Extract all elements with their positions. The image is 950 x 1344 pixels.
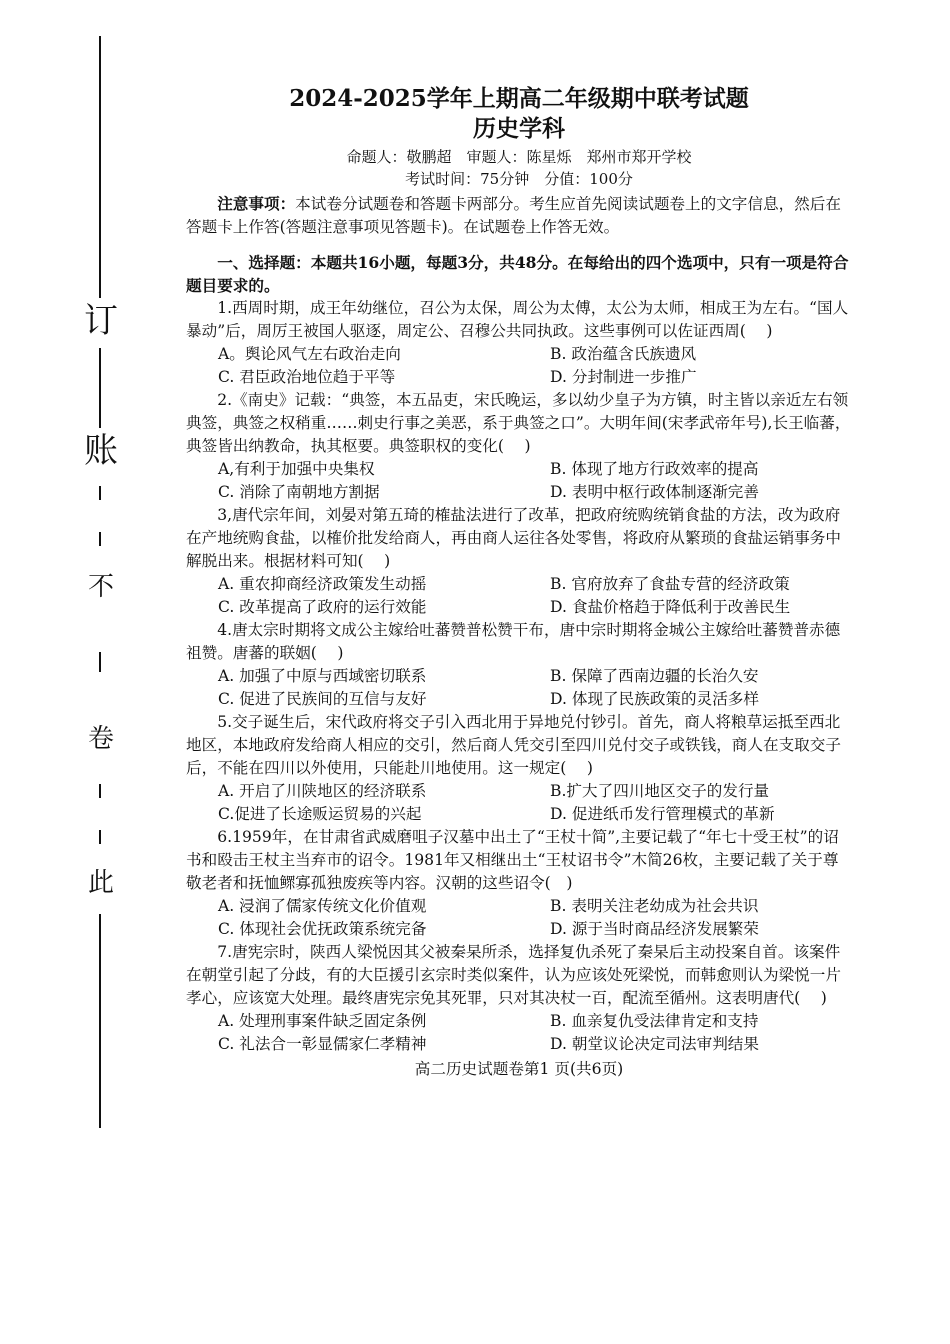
page-footer: 高二历史试题卷第1 页(共6页) bbox=[414, 1060, 624, 1078]
question-stem: 6.1959年，在甘肃省武威磨咀子汉墓中出土了“王杖十简”,主要记载了“年七十受王杖”的诏书和殴击王杖主当弃市的诏令。1981年又相继出土“王杖诏书令”木简26枚，主要记载了关于尊敬老者和抚恤鳏寡孤独废疾等内容。汉朝的这些诏令( ) bbox=[186, 828, 839, 892]
option-d: D. 分封制进一步推广 bbox=[550, 368, 697, 386]
option-a: A. 浸润了儒家传统文化价值观 bbox=[218, 897, 427, 915]
exam-authors: 命题人：敬鹏超 审题人：陈星烁 郑州市郑开学校 bbox=[346, 148, 692, 166]
option-a: A. 加强了中原与西域密切联系 bbox=[218, 667, 427, 685]
notice-text: 本试卷分试题卷和答题卡两部分。考生应首先阅读试题卷上的文字信息，然后在答题卡上作答(答题注意事项见答题卡)。在试题卷上作答无效。 bbox=[186, 195, 841, 236]
binding-char-zhang: 账 bbox=[84, 431, 118, 471]
option-d: D. 源于当时商品经济发展繁荣 bbox=[550, 920, 759, 938]
binding-char-bu: 不 bbox=[87, 572, 114, 602]
notice-label: 注意事项： bbox=[217, 194, 296, 213]
option-d: D. 食盐价格趋于降低利于改善民生 bbox=[550, 598, 791, 616]
option-a: A. 开启了川陕地区的经济联系 bbox=[218, 782, 427, 800]
binding-char-ding: 订 bbox=[84, 301, 118, 341]
question-options bbox=[186, 780, 852, 826]
binding-dash bbox=[99, 784, 101, 798]
option-c: C. 促进了民族间的互信与友好 bbox=[218, 690, 427, 708]
exam-subject: 历史学科 bbox=[473, 115, 565, 142]
exam-title: 2024-2025学年上期高二年级期中联考试题 bbox=[289, 85, 749, 112]
question-stem: 2.《南史》记载：“典签，本五品吏，宋氏晚运，多以幼少皇子为方镇，时主皆以亲近左右领典签，典签之权稍重……刺史行事之美恶，系于典签之口”。大明年间(宋孝武帝年号),长王临蕃，典签皆出纳教命，执其枢要。典签职权的变化( ) bbox=[186, 391, 851, 455]
option-a: A. 处理刑事案件缺乏固定条例 bbox=[218, 1012, 427, 1030]
option-b: B. 体现了地方行政效率的提高 bbox=[550, 460, 759, 478]
question-stem: 4.唐太宗时期将文成公主嫁给吐蕃赞普松赞干布，唐中宗时期将金城公主嫁给吐蕃赞普赤德祖赞。唐蕃的联姻( ) bbox=[186, 621, 841, 662]
question-5 bbox=[186, 711, 852, 826]
option-a: A,有利于加强中央集权 bbox=[218, 460, 375, 478]
binding-dash bbox=[99, 652, 101, 672]
option-d: D. 朝堂议论决定司法审判结果 bbox=[550, 1035, 759, 1053]
question-stem: 7.唐宪宗时，陕西人梁悦因其父被秦杲所杀，选择复仇杀死了秦杲后主动投案自首。该案件在朝堂引起了分歧，有的大臣援引玄宗时类似案件，认为应该处死梁悦，而韩愈则认为梁悦一片孝心，应该宽大处理。最终唐宪宗免其死罪，只对其决杖一百，配流至循州。这表明唐代( ) bbox=[186, 943, 841, 1007]
option-c: C. 体现社会优抚政策系统完备 bbox=[218, 920, 427, 938]
question-stem: 5.交子诞生后，宋代政府将交子引入西北用于异地兑付钞引。首先，商人将粮草运抵至西北地区，本地政府发给商人相应的交引，然后商人凭交引至四川兑付交子或铁钱，商人在支取交子后，不能在四川以外使用，只能赴川地使用。这一规定( ) bbox=[186, 713, 841, 777]
question-7 bbox=[186, 941, 852, 1056]
binding-char-juan: 卷 bbox=[87, 724, 114, 754]
option-d: D. 体现了民族政策的灵活多样 bbox=[550, 690, 759, 708]
binding-char-ci: 此 bbox=[87, 868, 114, 898]
binding-line-upper bbox=[99, 348, 101, 428]
option-d: D. 表明中枢行政体制逐渐完善 bbox=[550, 483, 759, 501]
exam-time: 考试时间：75分钟 分值：100分 bbox=[405, 170, 633, 188]
question-options bbox=[186, 343, 852, 389]
question-6 bbox=[186, 826, 852, 941]
exam-page bbox=[186, 84, 852, 1081]
question-options bbox=[186, 573, 852, 619]
binding-line-bottom bbox=[99, 914, 101, 1128]
option-b: B. 血亲复仇受法律肯定和支持 bbox=[550, 1012, 759, 1030]
option-b: B.扩大了四川地区交子的发行量 bbox=[550, 782, 770, 800]
option-d: D. 促进纸币发行管理模式的革新 bbox=[550, 805, 775, 823]
option-c: C.促进了长途贩运贸易的兴起 bbox=[218, 805, 422, 823]
option-b: B. 官府放弃了食盐专营的经济政策 bbox=[550, 575, 790, 593]
question-4 bbox=[186, 619, 852, 711]
option-b: B. 政治蕴含氏族遗风 bbox=[550, 345, 697, 363]
option-c: C. 礼法合一彰显儒家仁孝精神 bbox=[218, 1035, 427, 1053]
question-2 bbox=[186, 389, 852, 504]
option-c: C. 君臣政治地位趋于平等 bbox=[218, 368, 396, 386]
option-c: C. 消除了南朝地方割据 bbox=[218, 483, 380, 501]
question-3 bbox=[186, 504, 852, 619]
option-c: C. 改革提高了政府的运行效能 bbox=[218, 598, 427, 616]
question-options bbox=[186, 895, 852, 941]
question-options bbox=[186, 1010, 852, 1056]
question-stem: 1.西周时期，成王年幼继位，召公为太保，周公为太傅，太公为太师，相成王为左右。“国人暴动”后，周厉王被国人驱逐，周定公、召穆公共同执政。这些事例可以佐证西周( ) bbox=[186, 299, 849, 340]
binding-dash bbox=[99, 830, 101, 844]
question-options bbox=[186, 458, 852, 504]
option-b: B. 保障了西南边疆的长治久安 bbox=[550, 667, 759, 685]
binding-margin bbox=[78, 36, 124, 1128]
option-b: B. 表明关注老幼成为社会共识 bbox=[550, 897, 759, 915]
question-1 bbox=[186, 297, 852, 389]
option-a: A. 重农抑商经济政策发生动摇 bbox=[218, 575, 427, 593]
section-heading: 一、选择题：本题共16小题，每题3分，共48分。在每给出的四个选项中，只有一项是符合题目要求的。 bbox=[186, 253, 849, 295]
binding-dash bbox=[99, 486, 101, 500]
question-options bbox=[186, 665, 852, 711]
binding-line-top bbox=[99, 36, 101, 298]
question-stem: 3,唐代宗年间，刘晏对第五琦的榷盐法进行了改革，把政府统购统销食盐的方法，改为政府在产地统购食盐，以榷价批发给商人，再由商人运往各处零售，将政府从繁琐的食盐运销事务中解脱出来。根据材料可知( ) bbox=[186, 506, 841, 570]
option-a: A。舆论风气左右政治走向 bbox=[218, 345, 401, 363]
binding-dash bbox=[99, 532, 101, 546]
notice bbox=[186, 192, 852, 239]
